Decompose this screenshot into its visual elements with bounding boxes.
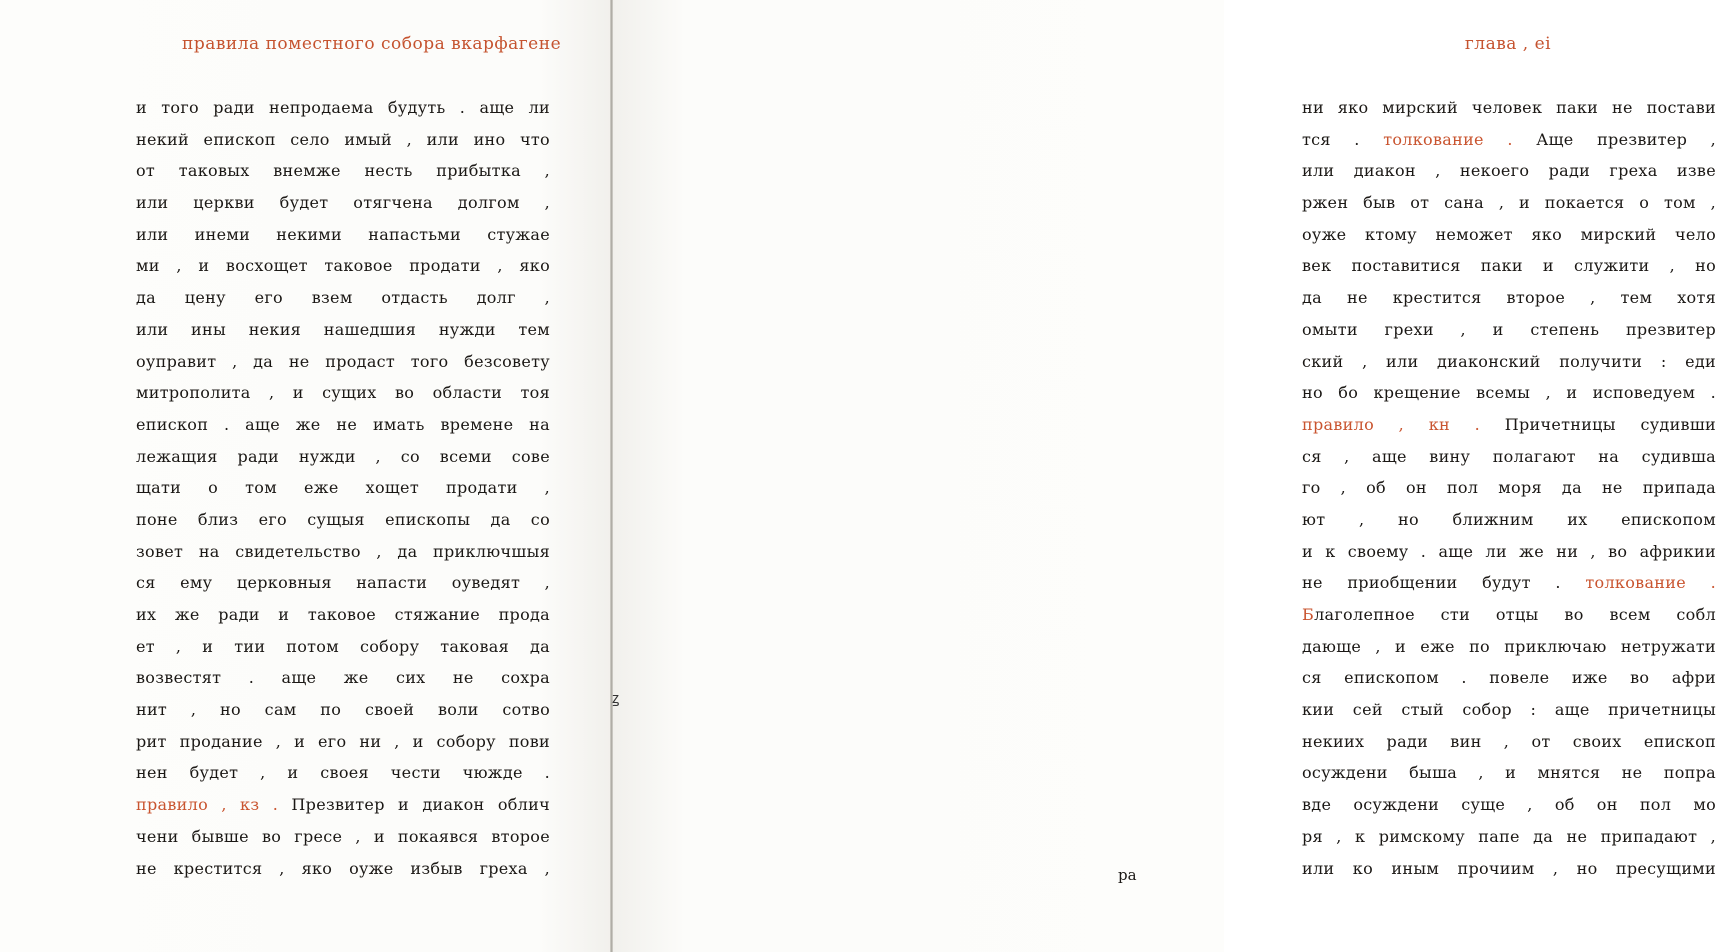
text-segment: омыти грехи , и степень презвитер — [1302, 319, 1716, 339]
text-segment: оуправит , да не продаст того безсовету — [136, 351, 550, 371]
text-segment: епископ . аще же не имать времене на — [136, 414, 550, 434]
text-line — [1302, 504, 1716, 536]
text-line — [136, 441, 550, 473]
text-line — [1302, 631, 1716, 663]
text-line — [1302, 536, 1716, 568]
text-line — [136, 821, 550, 853]
text-line — [136, 124, 550, 156]
text-segment: ря , к римскому папе да не припадают , — [1302, 826, 1716, 846]
text-segment: и того ради непродаема будуть . аще ли — [136, 98, 550, 117]
text-segment: вде осуждени суще , об он пол мо — [1302, 795, 1716, 815]
rubric-text: толкование . — [1383, 129, 1537, 149]
text-line — [136, 219, 550, 251]
text-line — [136, 314, 550, 346]
text-line — [1302, 853, 1716, 885]
text-segment: дающе , и еже по приключаю нетружати — [1302, 636, 1716, 656]
text-line — [136, 187, 550, 219]
rubric-text: правило , кз . — [136, 795, 292, 815]
text-segment: осуждени быша , и мнятся не попра — [1302, 763, 1716, 783]
text-segment: ся ему церковныя напасти оуведят , — [136, 573, 550, 593]
text-line — [1302, 789, 1716, 821]
text-segment: или церкви будет отягчена долгом , — [136, 193, 550, 213]
text-line — [1302, 346, 1716, 378]
text-line — [1302, 282, 1716, 314]
text-line — [136, 599, 550, 631]
text-segment: век поставитися паки и служити , но — [1302, 256, 1716, 276]
text-line — [1302, 409, 1716, 441]
text-line — [136, 789, 550, 821]
text-segment: но бо крещение всемы , и исповедуем . — [1302, 383, 1716, 403]
right-page-text — [1302, 92, 1716, 884]
text-segment: от таковых внемже несть прибытка , — [136, 161, 550, 181]
text-line — [1302, 567, 1716, 599]
text-segment: некиих ради вин , от своих епископ — [1302, 731, 1716, 751]
text-line — [136, 853, 550, 885]
text-segment: лежащия ради нужди , со всеми сове — [136, 446, 550, 466]
text-line — [1302, 662, 1716, 694]
text-line — [1302, 821, 1716, 853]
rubric-text: правило , кн . — [1302, 414, 1505, 434]
rubric-text: Б — [1302, 605, 1315, 624]
text-segment: ми , и восхощет таковое продати , яко — [136, 256, 550, 276]
text-line — [1302, 599, 1716, 631]
text-segment: зовет на свидетельство , да приключшыя — [136, 541, 550, 561]
text-line — [136, 662, 550, 694]
left-page — [0, 0, 612, 952]
text-segment: ни яко мирский человек паки не постави — [1302, 98, 1716, 117]
text-line — [1302, 219, 1716, 251]
rubric-text: толкование . — [1585, 573, 1716, 593]
text-line — [136, 282, 550, 314]
text-line — [1302, 92, 1716, 124]
text-line — [1302, 694, 1716, 726]
text-line — [136, 694, 550, 726]
text-segment: их же ради и таковое стяжание прода — [136, 605, 550, 624]
text-segment: оуже ктому неможет яко мирский чело — [1302, 224, 1716, 244]
page-number: ра — [1118, 866, 1137, 884]
text-line — [1302, 155, 1716, 187]
text-segment: ский , или диаконский получити : еди — [1302, 351, 1716, 371]
text-line — [1302, 377, 1716, 409]
text-segment: ся , аще вину полагают на судивша — [1302, 446, 1716, 466]
text-segment: или инеми некими напастьми стужае — [136, 224, 550, 244]
text-segment: или ко иным прочиим , но пресущими — [1302, 858, 1716, 878]
text-line — [136, 757, 550, 789]
text-segment: митрополита , и сущих во области тоя — [136, 383, 550, 403]
right-page — [612, 0, 1716, 952]
text-segment: некий епископ село имый , или ино что — [136, 129, 550, 149]
text-line — [136, 472, 550, 504]
book-gutter — [610, 0, 613, 952]
text-line — [136, 250, 550, 282]
text-segment: Презвитер и диакон облич — [291, 795, 550, 815]
text-segment: ржен быв от сана , и покается о том , — [1302, 193, 1716, 213]
text-segment: Причетницы судивши — [1504, 414, 1716, 434]
text-segment: да не крестится второе , тем хотя — [1302, 288, 1716, 308]
text-segment: Аще презвитер , — [1536, 129, 1716, 149]
text-line — [136, 377, 550, 409]
text-line — [136, 504, 550, 536]
text-line — [136, 536, 550, 568]
gutter-mark: ꙁ — [612, 689, 620, 707]
text-line — [1302, 124, 1716, 156]
text-line — [1302, 250, 1716, 282]
text-segment: не крестится , яко оуже избыв греха , — [136, 858, 550, 878]
text-line — [1302, 187, 1716, 219]
text-segment: ют , но ближним их епископом — [1302, 509, 1716, 529]
text-line — [136, 726, 550, 758]
text-line — [1302, 441, 1716, 473]
text-segment: не приобщении будут . — [1302, 573, 1586, 593]
text-line — [136, 346, 550, 378]
text-segment: и к своему . аще ли же ни , во африкии — [1302, 541, 1716, 561]
text-line — [136, 409, 550, 441]
text-segment: ся епископом . повеле иже во афри — [1302, 668, 1716, 688]
text-segment: го , об он пол моря да не припада — [1302, 478, 1716, 498]
text-segment: нит , но сам по своей воли сотво — [136, 700, 550, 720]
text-line — [136, 92, 550, 124]
text-segment: да цену его взем отдасть долг , — [136, 288, 550, 308]
text-line — [1302, 726, 1716, 758]
text-line — [1302, 757, 1716, 789]
text-segment: ет , и тии потом собору таковая да — [136, 636, 550, 656]
text-segment: щати о том еже хощет продати , — [136, 478, 550, 498]
text-line — [136, 567, 550, 599]
text-segment: нен будет , и своея чести чюжде . — [136, 763, 550, 783]
text-segment: рит продание , и его ни , и собору пови — [136, 731, 550, 751]
text-segment: поне близ его сущыя епископы да со — [136, 509, 550, 529]
text-segment: чени бывше во гресе , и покаявся второе — [136, 826, 550, 846]
text-line — [136, 155, 550, 187]
left-page-text — [136, 92, 550, 884]
text-segment: или диакон , некоего ради греха изве — [1302, 161, 1716, 181]
right-page-header: глава , еі — [1464, 34, 1552, 54]
text-segment: кии сей стый собор : аще причетницы — [1302, 700, 1716, 720]
text-segment: возвестят . аще же сих не сохра — [136, 668, 550, 688]
text-line — [136, 631, 550, 663]
text-line — [1302, 314, 1716, 346]
left-page-header: правила поместного собора вкарфагене — [182, 34, 562, 54]
text-segment: тся . — [1302, 129, 1384, 149]
text-segment: или ины некия нашедшия нужди тем — [136, 319, 550, 339]
text-line — [1302, 472, 1716, 504]
text-segment: лаголепное сти отцы во всем собл — [1314, 605, 1716, 624]
